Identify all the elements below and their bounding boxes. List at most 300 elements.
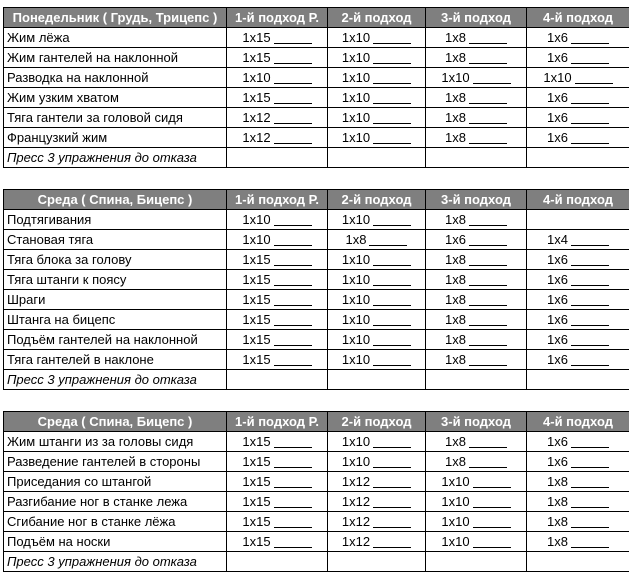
set-cell[interactable] [227, 432, 328, 452]
fill-line [571, 467, 609, 468]
table-row [4, 88, 629, 108]
set-cell[interactable] [227, 88, 328, 108]
workout-table-third [3, 411, 629, 572]
set-value: 1х8 [445, 90, 466, 105]
set-value: 1х8 [547, 534, 568, 549]
fill-line [469, 447, 507, 448]
set-cell[interactable] [328, 88, 426, 108]
fill-line [571, 285, 609, 286]
set-cell[interactable] [328, 532, 426, 552]
exercise-cell[interactable]: Жим лёжа [4, 28, 227, 48]
set-value: 1х10 [341, 50, 371, 65]
set-value: 1х15 [242, 30, 271, 45]
fill-line [571, 345, 609, 346]
set-cell[interactable] [328, 128, 426, 148]
set-cell[interactable] [527, 230, 629, 250]
set-cell[interactable] [426, 432, 527, 452]
exercise-cell[interactable]: Подтягивания [4, 210, 227, 230]
fill-line [373, 103, 411, 104]
fill-line [575, 83, 613, 84]
set-cell[interactable] [328, 108, 426, 128]
fill-line [373, 83, 411, 84]
header-cell-day[interactable]: Среда ( Спина, Бицепс ) [4, 190, 227, 210]
exercise-cell[interactable]: Тяга гантелей в наклоне [4, 350, 227, 370]
header-cell-set-3[interactable]: 3-й подход [426, 8, 527, 28]
header-cell-set-3[interactable]: 3-й подход [426, 412, 527, 432]
set-value: 1х15 [242, 434, 271, 449]
set-value: 1х15 [242, 514, 271, 529]
set-cell[interactable] [328, 512, 426, 532]
set-value: 1х6 [547, 90, 568, 105]
set-cell[interactable] [227, 472, 328, 492]
set-value: 1х12 [341, 514, 371, 529]
exercise-cell[interactable]: Жим гантелей на наклонной [4, 48, 227, 68]
exercise-cell[interactable]: Разведение гантелей в стороны [4, 452, 227, 472]
set-value: 1х6 [547, 292, 568, 307]
empty-cell[interactable] [227, 370, 328, 390]
fill-line [274, 43, 312, 44]
fill-line [571, 265, 609, 266]
set-value: 1х8 [445, 212, 466, 227]
fill-line [274, 527, 312, 528]
set-cell[interactable] [527, 290, 629, 310]
set-cell[interactable] [227, 310, 328, 330]
set-value: 1х15 [242, 312, 271, 327]
table-row [4, 432, 629, 452]
workout-table-wednesday [3, 189, 629, 390]
fill-line [469, 143, 507, 144]
fill-line [373, 447, 411, 448]
set-value: 1х8 [445, 312, 466, 327]
set-cell[interactable] [527, 532, 629, 552]
set-cell[interactable] [328, 290, 426, 310]
set-cell[interactable] [328, 210, 426, 230]
fill-line [369, 245, 407, 246]
fill-line [473, 527, 511, 528]
set-cell[interactable] [227, 68, 328, 88]
set-cell[interactable] [426, 452, 527, 472]
fill-line [274, 447, 312, 448]
fill-line [571, 245, 609, 246]
header-cell-set-2[interactable]: 2-й подход [328, 412, 426, 432]
set-value: 1х10 [341, 70, 371, 85]
set-value: 1х15 [242, 252, 271, 267]
fill-line [469, 325, 507, 326]
fill-line [469, 365, 507, 366]
set-value: 1х8 [445, 332, 466, 347]
abs-note-cell[interactable]: Пресс 3 упражнения до отказа [4, 148, 227, 168]
exercise-cell[interactable]: Тяга гантели за головой сидя [4, 108, 227, 128]
set-cell[interactable] [328, 452, 426, 472]
abs-note-cell[interactable]: Пресс 3 упражнения до отказа [4, 552, 227, 572]
header-row [4, 412, 629, 432]
set-value: 1х8 [445, 252, 466, 267]
fill-line [571, 43, 609, 44]
set-value: 1х10 [441, 474, 470, 489]
fill-line [373, 225, 411, 226]
set-value: 1х12 [242, 110, 271, 125]
set-value: 1х8 [445, 292, 466, 307]
fill-line [274, 83, 312, 84]
fill-line [373, 143, 411, 144]
fill-line [373, 507, 411, 508]
set-cell[interactable] [426, 512, 527, 532]
exercise-cell[interactable]: Шраги [4, 290, 227, 310]
fill-line [473, 487, 511, 488]
fill-line [469, 103, 507, 104]
empty-cell[interactable] [527, 148, 629, 168]
fill-line [571, 527, 609, 528]
exercise-cell[interactable]: Приседания со штангой [4, 472, 227, 492]
header-row [4, 190, 629, 210]
header-cell-set-4[interactable]: 4-й подход [527, 412, 629, 432]
header-cell-set-1[interactable]: 1-й подход Р. [227, 412, 328, 432]
set-cell[interactable] [426, 28, 527, 48]
fill-line [373, 467, 411, 468]
set-value: 1х8 [547, 494, 568, 509]
set-cell[interactable] [527, 88, 629, 108]
set-value: 1х15 [242, 534, 271, 549]
set-cell[interactable] [426, 48, 527, 68]
table-row [4, 48, 629, 68]
set-value: 1х15 [242, 332, 271, 347]
set-value: 1х10 [441, 494, 470, 509]
fill-line [274, 487, 312, 488]
table-row [4, 492, 629, 512]
set-cell[interactable] [426, 532, 527, 552]
table-row [4, 108, 629, 128]
fill-line [571, 447, 609, 448]
empty-cell[interactable] [328, 552, 426, 572]
set-cell[interactable] [227, 28, 328, 48]
fill-line [571, 365, 609, 366]
table-row [4, 452, 629, 472]
spreadsheet [3, 7, 629, 572]
fill-line [469, 123, 507, 124]
set-value: 1х8 [445, 30, 466, 45]
set-value: 1х8 [445, 352, 466, 367]
fill-line [373, 365, 411, 366]
set-cell[interactable] [227, 128, 328, 148]
fill-line [373, 487, 411, 488]
header-cell-day[interactable]: Понедельник ( Грудь, Трицепс ) [4, 8, 227, 28]
set-cell[interactable] [227, 108, 328, 128]
fill-line [373, 547, 411, 548]
set-cell[interactable] [527, 68, 629, 88]
set-cell[interactable] [426, 350, 527, 370]
set-cell[interactable] [227, 452, 328, 472]
set-value: 1х10 [242, 70, 271, 85]
header-cell-set-1[interactable]: 1-й подход Р. [227, 8, 328, 28]
set-value: 1х6 [547, 454, 568, 469]
set-cell[interactable] [426, 108, 527, 128]
set-value: 1х15 [242, 494, 271, 509]
set-cell[interactable] [227, 210, 328, 230]
fill-line [469, 63, 507, 64]
set-value: 1х8 [547, 474, 568, 489]
set-value: 1х10 [341, 292, 371, 307]
note-row [4, 370, 629, 390]
fill-line [469, 245, 507, 246]
set-cell[interactable] [227, 290, 328, 310]
fill-line [469, 467, 507, 468]
set-value: 1х10 [242, 232, 271, 247]
set-cell[interactable] [328, 472, 426, 492]
set-cell[interactable] [527, 330, 629, 350]
set-value: 1х6 [445, 232, 466, 247]
set-cell[interactable] [328, 330, 426, 350]
set-cell[interactable] [227, 250, 328, 270]
set-cell[interactable] [527, 452, 629, 472]
set-value: 1х15 [242, 292, 271, 307]
note-row [4, 552, 629, 572]
table-row [4, 68, 629, 88]
set-value: 1х12 [341, 534, 371, 549]
exercise-cell[interactable]: Разгибание ног в станке лежа [4, 492, 227, 512]
set-cell[interactable] [527, 492, 629, 512]
set-cell[interactable] [227, 330, 328, 350]
set-cell[interactable] [227, 230, 328, 250]
exercise-cell[interactable]: Разводка на наклонной [4, 68, 227, 88]
set-cell[interactable] [328, 48, 426, 68]
empty-cell[interactable] [527, 210, 629, 230]
set-value: 1х6 [547, 30, 568, 45]
table-row [4, 28, 629, 48]
set-value: 1х15 [242, 352, 271, 367]
fill-line [571, 547, 609, 548]
set-value: 1х6 [547, 130, 568, 145]
fill-line [274, 345, 312, 346]
header-cell-set-4[interactable]: 4-й подход [527, 190, 629, 210]
fill-line [274, 547, 312, 548]
set-cell[interactable] [426, 330, 527, 350]
empty-cell[interactable] [227, 148, 328, 168]
set-cell[interactable] [426, 210, 527, 230]
set-value: 1х6 [547, 332, 568, 347]
set-cell[interactable] [426, 128, 527, 148]
set-value: 1х6 [547, 50, 568, 65]
exercise-cell[interactable]: Тяга блока за голову [4, 250, 227, 270]
set-value: 1х8 [445, 130, 466, 145]
fill-line [469, 225, 507, 226]
fill-line [571, 143, 609, 144]
set-cell[interactable] [328, 350, 426, 370]
set-cell[interactable] [527, 350, 629, 370]
fill-line [373, 325, 411, 326]
set-cell[interactable] [328, 250, 426, 270]
set-value: 1х8 [445, 272, 466, 287]
set-cell[interactable] [426, 310, 527, 330]
fill-line [274, 123, 312, 124]
set-value: 1х6 [547, 110, 568, 125]
table-row [4, 512, 629, 532]
empty-cell[interactable] [426, 552, 527, 572]
fill-line [473, 547, 511, 548]
exercise-cell[interactable]: Тяга штанги к поясу [4, 270, 227, 290]
fill-line [473, 507, 511, 508]
set-value: 1х12 [242, 130, 271, 145]
set-value: 1х10 [341, 252, 371, 267]
set-value: 1х8 [445, 110, 466, 125]
exercise-cell[interactable]: Жим узким хватом [4, 88, 227, 108]
empty-cell[interactable] [328, 370, 426, 390]
set-value: 1х10 [341, 30, 371, 45]
set-value: 1х8 [547, 514, 568, 529]
fill-line [373, 345, 411, 346]
set-cell[interactable] [426, 472, 527, 492]
set-value: 1х10 [242, 212, 271, 227]
set-cell[interactable] [328, 270, 426, 290]
set-cell[interactable] [328, 310, 426, 330]
set-value: 1х15 [242, 454, 271, 469]
exercise-cell[interactable]: Жим штанги из за головы сидя [4, 432, 227, 452]
fill-line [373, 305, 411, 306]
set-cell[interactable] [426, 68, 527, 88]
set-cell[interactable] [227, 492, 328, 512]
set-value: 1х10 [341, 352, 371, 367]
exercise-cell[interactable]: Сгибание ног в станке лёжа [4, 512, 227, 532]
fill-line [469, 345, 507, 346]
abs-note-cell[interactable]: Пресс 3 упражнения до отказа [4, 370, 227, 390]
fill-line [373, 527, 411, 528]
fill-line [571, 103, 609, 104]
exercise-cell[interactable]: Французкий жим [4, 128, 227, 148]
fill-line [469, 285, 507, 286]
header-cell-day[interactable]: Среда ( Спина, Бицепс ) [4, 412, 227, 432]
set-cell[interactable] [527, 250, 629, 270]
header-cell-set-1[interactable]: 1-й подход Р. [227, 190, 328, 210]
header-row [4, 8, 629, 28]
set-value: 1х6 [547, 252, 568, 267]
fill-line [274, 245, 312, 246]
fill-line [274, 365, 312, 366]
table-row [4, 290, 629, 310]
set-cell[interactable] [426, 290, 527, 310]
table-row [4, 350, 629, 370]
set-value: 1х10 [341, 312, 371, 327]
set-cell[interactable] [328, 68, 426, 88]
table-row [4, 210, 629, 230]
set-cell[interactable] [527, 472, 629, 492]
set-cell[interactable] [527, 270, 629, 290]
set-value: 1х8 [445, 434, 466, 449]
fill-line [469, 305, 507, 306]
exercise-cell[interactable]: Штанга на бицепс [4, 310, 227, 330]
set-cell[interactable] [426, 88, 527, 108]
set-value: 1х10 [341, 454, 371, 469]
set-cell[interactable] [227, 270, 328, 290]
set-cell[interactable] [328, 432, 426, 452]
set-value: 1х10 [341, 212, 371, 227]
set-cell[interactable] [227, 512, 328, 532]
set-cell[interactable] [426, 492, 527, 512]
fill-line [274, 285, 312, 286]
exercise-cell[interactable]: Становая тяга [4, 230, 227, 250]
empty-cell[interactable] [426, 148, 527, 168]
set-cell[interactable] [328, 230, 426, 250]
set-value: 1х12 [341, 474, 371, 489]
set-value: 1х10 [341, 272, 371, 287]
fill-line [373, 43, 411, 44]
fill-line [274, 265, 312, 266]
empty-cell[interactable] [328, 148, 426, 168]
header-cell-set-4[interactable]: 4-й подход [527, 8, 629, 28]
set-cell[interactable] [527, 432, 629, 452]
header-cell-set-2[interactable]: 2-й подход [328, 8, 426, 28]
set-cell[interactable] [328, 492, 426, 512]
set-value: 1х10 [341, 110, 371, 125]
fill-line [469, 265, 507, 266]
workout-table-monday [3, 7, 629, 168]
fill-line [274, 225, 312, 226]
empty-cell[interactable] [227, 552, 328, 572]
empty-cell[interactable] [527, 370, 629, 390]
set-value: 1х10 [543, 70, 572, 85]
fill-line [571, 325, 609, 326]
set-cell[interactable] [527, 128, 629, 148]
fill-line [274, 103, 312, 104]
fill-line [274, 325, 312, 326]
header-cell-set-2[interactable]: 2-й подход [328, 190, 426, 210]
exercise-cell[interactable]: Подъём на носки [4, 532, 227, 552]
header-cell-set-3[interactable]: 3-й подход [426, 190, 527, 210]
table-row [4, 532, 629, 552]
fill-line [274, 63, 312, 64]
set-value: 1х6 [547, 352, 568, 367]
set-value: 1х4 [547, 232, 568, 247]
set-cell[interactable] [426, 230, 527, 250]
set-value: 1х8 [445, 454, 466, 469]
fill-line [373, 265, 411, 266]
fill-line [274, 305, 312, 306]
set-cell[interactable] [527, 108, 629, 128]
set-value: 1х10 [441, 70, 470, 85]
fill-line [373, 63, 411, 64]
empty-cell[interactable] [426, 370, 527, 390]
fill-line [373, 123, 411, 124]
set-cell[interactable] [426, 270, 527, 290]
set-value: 1х15 [242, 474, 271, 489]
set-value: 1х12 [341, 494, 371, 509]
set-cell[interactable] [527, 310, 629, 330]
set-cell[interactable] [227, 532, 328, 552]
table-row [4, 230, 629, 250]
fill-line [274, 467, 312, 468]
set-value: 1х15 [242, 50, 271, 65]
set-cell[interactable] [527, 28, 629, 48]
fill-line [373, 285, 411, 286]
fill-line [571, 507, 609, 508]
table-row [4, 128, 629, 148]
set-value: 1х15 [242, 272, 271, 287]
fill-line [473, 83, 511, 84]
set-value: 1х6 [547, 434, 568, 449]
exercise-cell[interactable]: Подъём гантелей на наклонной [4, 330, 227, 350]
set-value: 1х15 [242, 90, 271, 105]
set-value: 1х6 [547, 312, 568, 327]
set-cell[interactable] [227, 48, 328, 68]
set-cell[interactable] [527, 512, 629, 532]
set-cell[interactable] [227, 350, 328, 370]
fill-line [469, 43, 507, 44]
empty-cell[interactable] [527, 552, 629, 572]
set-cell[interactable] [527, 48, 629, 68]
fill-line [571, 123, 609, 124]
set-cell[interactable] [426, 250, 527, 270]
spacer-row [3, 168, 629, 189]
table-row [4, 330, 629, 350]
set-cell[interactable] [328, 28, 426, 48]
